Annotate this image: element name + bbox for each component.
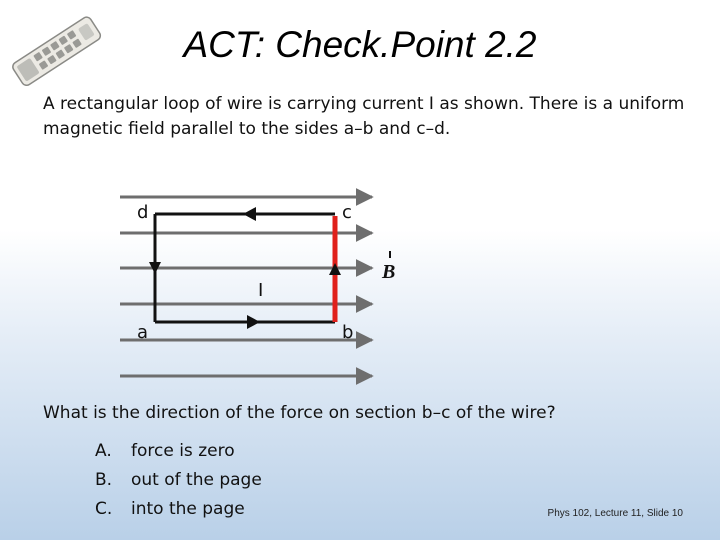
option-letter: B.	[95, 470, 113, 490]
option-c[interactable]	[95, 495, 262, 524]
option-b[interactable]	[95, 466, 262, 495]
corner-label-b: b	[342, 322, 354, 343]
current-label: I	[258, 280, 264, 301]
corner-label-d: d	[137, 202, 149, 223]
current-arrow-right-icon	[247, 315, 260, 329]
corner-label-a: a	[137, 322, 149, 343]
option-a[interactable]	[95, 437, 262, 466]
current-arrow-left-icon	[243, 207, 256, 221]
option-letter: A.	[95, 441, 112, 461]
field-label: B	[382, 261, 396, 283]
slide-title: ACT: Check.Point 2.2	[183, 24, 537, 65]
question-text: What is the direction of the force on section b–c of the wire?	[43, 403, 556, 423]
slide-footer: Phys 102, Lecture 11, Slide 10	[547, 508, 683, 519]
loop-diagram	[0, 180, 720, 390]
answer-options	[95, 437, 262, 524]
intro-text: A rectangular loop of wire is carrying current I as shown. There is a uniform magnetic field parallel to the sides a–b and c–d.	[43, 94, 685, 139]
option-text: out of the page	[131, 470, 262, 490]
option-text: into the page	[131, 499, 245, 519]
option-text: force is zero	[131, 441, 235, 461]
corner-label-c: c	[342, 202, 352, 223]
option-letter: C.	[95, 499, 113, 519]
